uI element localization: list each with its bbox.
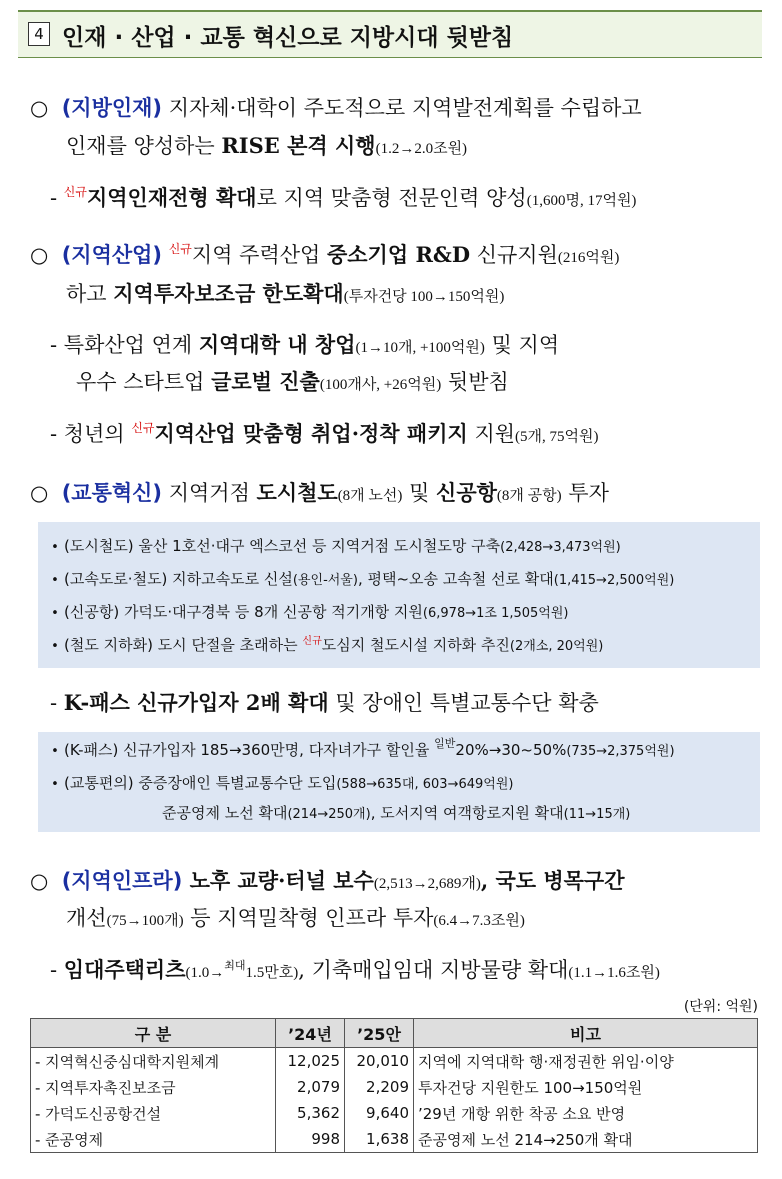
s4-d-b: , 기축매입임대 지방물량 확대 — [298, 958, 569, 982]
s2-line1 — [30, 241, 619, 272]
table-header: 비고 — [414, 1019, 758, 1048]
dash-bullet: - — [50, 958, 64, 982]
s4-l2b: 등 지역밀착형 인프라 투자 — [183, 906, 434, 930]
s3-s2: (8개 공항) — [496, 488, 562, 504]
box1-item — [46, 601, 568, 625]
box1-item4-c: 도심지 철도시설 지하화 추진 — [321, 636, 510, 654]
circle-bullet-icon: ○ — [30, 243, 49, 267]
box1-item2-d: (1,415→2,500억원) — [553, 573, 675, 588]
bullet-icon: • — [51, 606, 59, 621]
table-row — [31, 1074, 758, 1100]
s2-d1l2c: 뒷받침 — [441, 370, 509, 394]
s3-e: 투자 — [561, 481, 609, 505]
s1-dash1 — [50, 184, 636, 215]
new-badge: 신규 — [168, 242, 192, 256]
box1-item2-b: (용인-서울) — [292, 573, 358, 588]
box2-r2-b: (588→635대, 603→649억원) — [336, 777, 514, 792]
table-cell: 투자건당 지원한도 100→150억원 — [414, 1074, 758, 1100]
s1-dash1-s: (1,600명, 17억원) — [526, 193, 637, 209]
table-cell: 12,025 — [276, 1048, 345, 1075]
section-number: 4 — [28, 22, 50, 46]
s4-a: 노후 교량·터널 보수 — [182, 868, 374, 893]
s2-dash2 — [50, 420, 598, 451]
box2-item — [46, 739, 675, 763]
s4-d-s1: (1.0→ — [185, 965, 225, 981]
table-cell: 2,209 — [345, 1074, 414, 1100]
s2-dash1-line2 — [76, 368, 509, 399]
s2-d1l2a: 우수 스타트업 — [76, 370, 212, 394]
detail-box-2 — [38, 732, 760, 832]
budget-table — [30, 1018, 758, 1153]
section-title-bar — [18, 10, 762, 58]
table-cell: 준공영제 노선 214→250개 확대 — [414, 1126, 758, 1153]
s4-d-s3: (1.1→1.6조원) — [568, 965, 660, 981]
box2-r3-a: 준공영제 노선 확대 — [162, 804, 288, 822]
s2-d1l2b: 글로벌 진출 — [211, 369, 320, 394]
table-cell: - 가덕도신공항건설 — [31, 1100, 276, 1126]
box2-item — [162, 802, 630, 826]
s1-line2 — [66, 132, 467, 163]
new-badge: 신규 — [131, 421, 155, 435]
s1-line1 — [30, 94, 642, 122]
dash-bullet: - — [50, 333, 64, 357]
table-cell: - 준공영제 — [31, 1126, 276, 1153]
bullet-icon: • — [51, 777, 59, 792]
s2-l2a: 하고 — [66, 282, 114, 306]
s3-line1 — [30, 479, 609, 510]
table-cell: ’29년 개항 위한 착공 소요 반영 — [414, 1100, 758, 1126]
box2-r1-sup: 일반 — [434, 737, 456, 750]
s2-l2b: 지역투자보조금 한도확대 — [113, 281, 344, 306]
s4-d-a: 임대주택리츠 — [63, 957, 186, 982]
box2-r1-a: (K-패스) 신규가입자 185→360만명, 다자녀가구 할인율 — [64, 741, 435, 759]
s4-d-sup: 최대 — [224, 959, 246, 972]
table-cell: 1,638 — [345, 1126, 414, 1153]
s3-a: 지역거점 — [162, 481, 257, 505]
dash-bullet: - — [50, 691, 64, 715]
table-row — [31, 1048, 758, 1075]
s3-d: 신공항 — [436, 480, 497, 505]
box2-item — [46, 772, 513, 796]
s4-line1 — [30, 867, 625, 898]
s2-d1b: 지역대학 내 창업 — [198, 332, 356, 357]
table-cell: 지역에 지역대학 행·재정권한 위임·이양 — [414, 1048, 758, 1075]
s1-text2b: RISE 본격 시행 — [221, 133, 376, 158]
s2-d2c: 지원 — [467, 422, 516, 446]
detail-box-1 — [38, 522, 760, 668]
unit-label: (단위: 억원) — [683, 999, 758, 1015]
new-badge: 신규 — [302, 636, 322, 647]
s2-l1b: 중소기업 R&D — [326, 242, 471, 267]
table-cell: 998 — [276, 1126, 345, 1153]
table-cell: 5,362 — [276, 1100, 345, 1126]
s4-line2 — [66, 904, 525, 935]
box1-item4-a: (철도 지하화) 도시 단절을 초래하는 — [64, 636, 303, 654]
s2-l1s: (216억원) — [557, 250, 620, 266]
s3-c: 및 — [402, 481, 437, 505]
table-row — [31, 1100, 758, 1126]
s2-d1s: (1→10개, +100억원) — [355, 340, 485, 356]
s2-l1c: 신규지원 — [470, 243, 558, 267]
s2-d1l2s: (100개사, +26억원) — [319, 377, 442, 393]
s4-l2a: 개선 — [66, 906, 107, 930]
box1-item — [46, 535, 621, 559]
s2-d1c: 및 지역 — [484, 333, 560, 357]
s3-dash-a: K-패스 신규가입자 2배 확대 — [63, 690, 329, 715]
box1-item2-c: , 평택~오송 고속철 선로 확대 — [357, 570, 554, 588]
s2-l1a: 지역 주력산업 — [191, 243, 327, 267]
table-cell: 20,010 — [345, 1048, 414, 1075]
s1-text2a: 인재를 양성하는 — [66, 134, 222, 158]
box1-item3-a: (신공항) 가덕도·대구경북 등 8개 신공항 적기개항 지원 — [64, 603, 423, 621]
s3-dash1 — [50, 689, 599, 717]
table-header: ’24년 — [276, 1019, 345, 1048]
table-row — [31, 1126, 758, 1153]
section-title: 인재 · 산업 · 교통 혁신으로 지방시대 뒷받침 — [62, 25, 514, 51]
s3-s1: (8개 노선) — [337, 488, 403, 504]
box1-item3-b: (6,978→1조 1,505억원) — [422, 606, 569, 621]
bullet-icon: • — [51, 540, 59, 555]
table-cell: - 지역투자촉진보조금 — [31, 1074, 276, 1100]
s1-dash1-b: 지역인재전형 확대 — [86, 185, 257, 210]
s3-b: 도시철도 — [256, 480, 338, 505]
s4-b: , 국도 병목구간 — [480, 868, 625, 893]
s2-d2a: 청년의 — [63, 422, 132, 446]
box2-r3-d: (11→15개) — [563, 807, 631, 822]
s1-text1: 지자체·대학이 주도적으로 지역발전계획를 수립하고 — [162, 96, 642, 120]
box2-r2-a: (교통편의) 중증장애인 특별교통수단 도입 — [64, 774, 337, 792]
s2-d2b: 지역산업 맞춤형 취업·정착 패키지 — [154, 421, 468, 446]
box2-r1-b: 20%→30~50% — [455, 741, 567, 759]
bullet-icon: • — [51, 639, 59, 654]
s4-l2s: (75→100개) — [106, 913, 184, 929]
box1-item4-d: (2개소, 20억원) — [509, 639, 604, 654]
s3-tag: (교통혁신) — [61, 481, 163, 505]
s2-d1a: 특화산업 연계 — [63, 333, 199, 357]
bullet-icon: • — [51, 573, 59, 588]
s2-l2s: (투자건당 100→150억원) — [343, 289, 505, 305]
circle-bullet-icon: ○ — [30, 869, 49, 893]
s3-dash-b: 및 장애인 특별교통수단 확충 — [328, 691, 599, 715]
box1-item2-a: (고속도로·철도) 지하고속도로 신설 — [64, 570, 293, 588]
s1-text2c: (1.2→2.0조원) — [375, 141, 468, 157]
box2-r1-c: (735→2,375억원) — [566, 744, 675, 759]
s2-d2s: (5개, 75억원) — [515, 429, 599, 445]
circle-bullet-icon: ○ — [30, 481, 49, 505]
dash-bullet: - — [50, 186, 64, 210]
box1-item1-a: (도시철도) 울산 1호선·대구 엑스코선 등 지역거점 도시철도망 구축 — [64, 537, 501, 555]
box2-r3-c: , 도서지역 여객항로지원 확대 — [370, 804, 564, 822]
s4-dash1 — [50, 956, 660, 988]
table-header-row — [31, 1019, 758, 1048]
s2-tag: (지역산업) — [61, 243, 163, 267]
s1-tag: (지방인재) — [61, 96, 163, 120]
table-cell: 9,640 — [345, 1100, 414, 1126]
box1-item — [46, 568, 674, 592]
s4-tag: (지역인프라) — [61, 869, 183, 893]
s4-l2s2: (6.4→7.3조원) — [433, 913, 525, 929]
dash-bullet: - — [50, 422, 64, 446]
table-cell: - 지역혁신중심대학지원체계 — [31, 1048, 276, 1075]
box1-item — [46, 634, 603, 659]
circle-bullet-icon: ○ — [30, 96, 49, 120]
table-cell: 2,079 — [276, 1074, 345, 1100]
bullet-icon: • — [51, 744, 59, 759]
box2-r3-b: (214→250개) — [287, 807, 371, 822]
s4-d-s2: 1.5만호) — [245, 965, 299, 981]
table-header: ’25안 — [345, 1019, 414, 1048]
s2-dash1 — [50, 331, 559, 362]
s1-dash1-t: 로 지역 맞춤형 전문인력 양성 — [256, 186, 527, 210]
s2-line2 — [66, 280, 504, 311]
new-badge: 신규 — [63, 185, 87, 199]
table-header: 구 분 — [31, 1019, 276, 1048]
s4-s1: (2,513→2,689개) — [373, 876, 481, 892]
box1-item1-b: (2,428→3,473억원) — [500, 540, 621, 555]
